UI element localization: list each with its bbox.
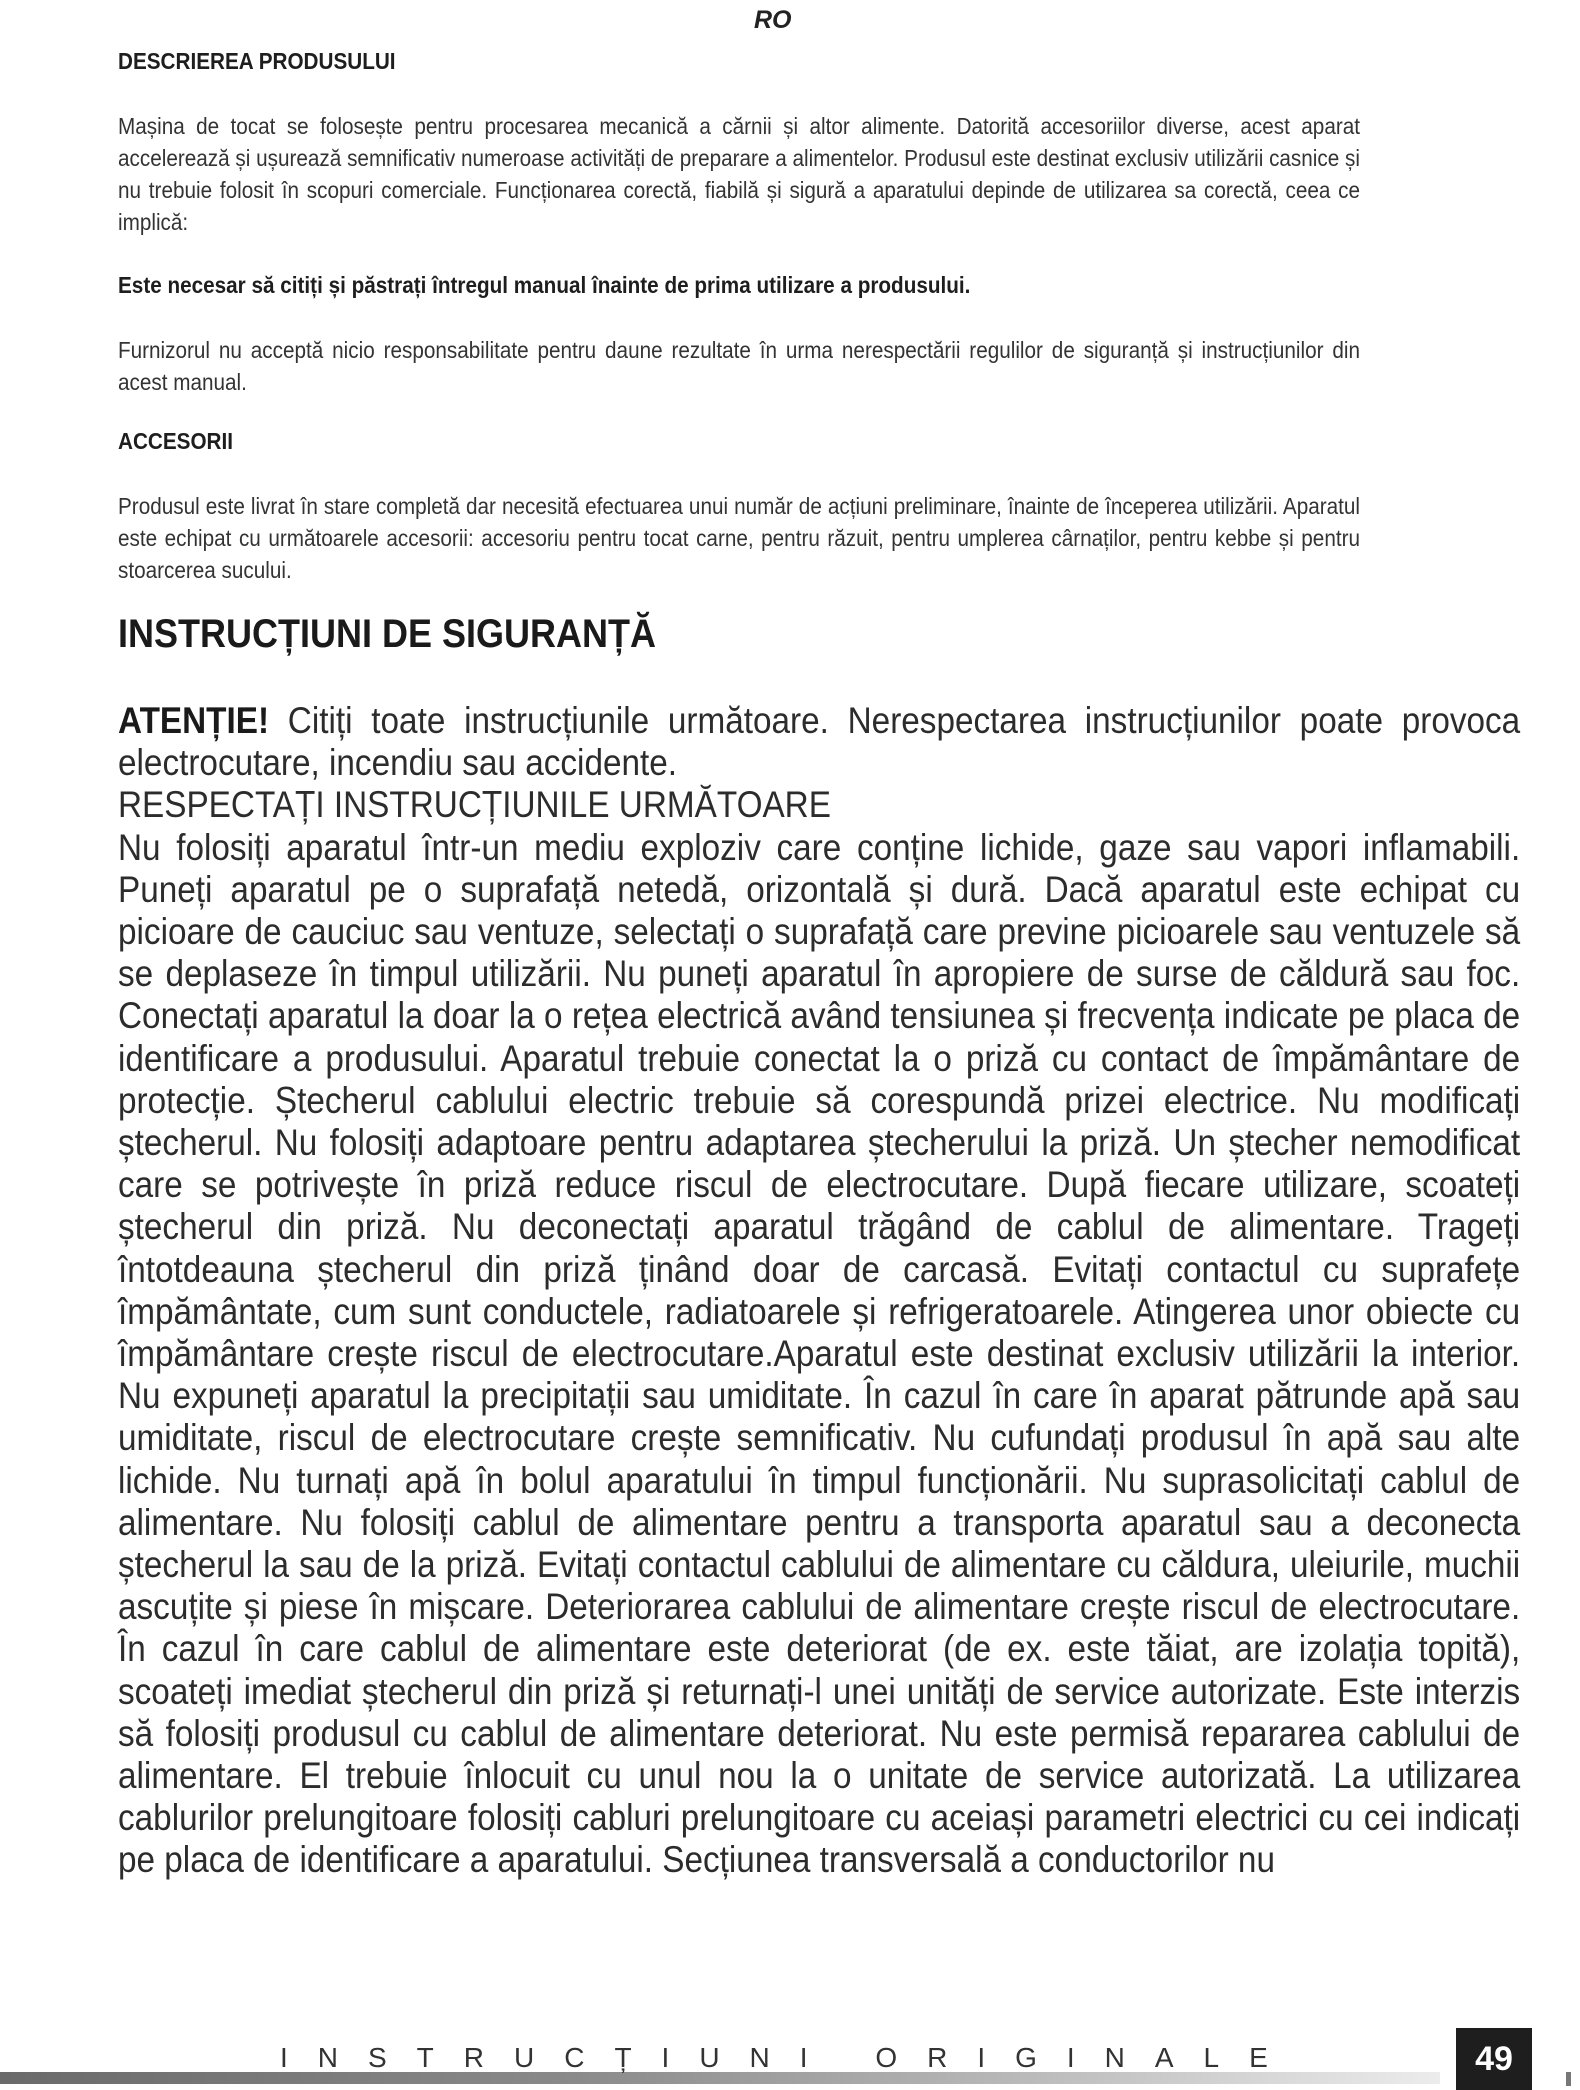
footer-original-instructions: INSTRUCȚIUNI ORIGINALE <box>280 2042 1298 2073</box>
footer-tick-mark <box>1566 2072 1571 2086</box>
page-number: 49 <box>1456 2028 1532 2090</box>
attention-block <box>118 700 1520 783</box>
read-manual-notice: Este necesar să citiți și păstrați întregul manual înainte de prima utilizare a produsului. <box>118 272 971 298</box>
section-title-accessories: ACCESORII <box>118 428 234 454</box>
safety-instructions-body <box>118 700 1520 1882</box>
section-title-product-description: DESCRIEREA PRODUSULUI <box>118 48 396 74</box>
language-code: RO <box>754 6 792 34</box>
safety-body-text: Nu folosiți aparatul într-un mediu exploziv care conține lichide, gaze sau vapori inflamabili. Puneți aparatul pe o suprafață netedă, orizontală și dură. Dacă aparatul este echipat cu picioare de cauciuc sau ventuze, selectați o suprafață care previne picioarele sau ventuzele să se deplaseze în timpul utilizării. Nu puneți aparatul în apropiere de surse de căldură sau foc. Conectați aparatul la doar la o rețea electrică având tensiunea și frecvența indicate pe placa de identificare a produsului. Aparatul trebuie conectat la o priză cu contact de împământare de protecție. Ștecherul cablului electric trebuie să corespundă prizei electrice. Nu modificați ștecherul. Nu folosiți adaptoare pentru adaptarea ștecherului la priză. Un ștecher nemodificat care se potrivește în priză reduce riscul de electrocutare. După fiecare utilizare, scoateți ștecherul din priză. Nu deconectați aparatul trăgând de cablul de alimentare. Trageți întotdeauna ștecherul din priză ținând doar de carcasă. Evitați contactul cu suprafețe împământate, cum sunt conductele, radiatoarele și refrigeratoarele. Atingerea unor obiecte cu împământare crește riscul de electrocutare.Aparatul este destinat exclusiv utilizării la interior. Nu expuneți aparatul la precipitații sau umiditate. În cazul în care în aparat pătrunde apă sau umiditate, riscul de electrocutare crește semnificativ. Nu cufundați produsul în apă sau alte lichide. Nu turnați apă în bolul aparatului în timpul funcționării. Nu suprasolicitați cablul de alimentare. Nu folosiți cablul de alimentare pentru a transporta aparatul sau a deconecta ștecherul la sau de la priză. Evitați contactul cablului de alimentare cu căldura, uleiurile, muchii ascuțite și piese în mișcare. Deteriorarea cablului de alimentare crește riscul de electrocutare. În cazul în care cablul de alimentare este deteriorat (de ex. este tăiat, are izolația topită), scoateți imediat ștecherul din priză și returnați-l unei unități de service autorizate. Este interzis să folosiți produsul cu cablul de alimentare deteriorat. Nu este permisă repararea cablului de alimentare. El trebuie înlocuit cu unul nou la o unitate de service autorizată. La utilizarea cablurilor prelungitoare folosiți cabluri prelungitoare cu aceiași parametri electrici cu cei indicați pe placa de identificare a aparatului. Secțiunea transversală a conductorilor nu <box>118 826 1521 1881</box>
respect-instructions-line: RESPECTAȚI INSTRUCȚIUNILE URMĂTOARE <box>118 784 831 826</box>
product-description-text: Mașina de tocat se folosește pentru procesarea mecanică a cărnii și altor alimente. Datorită accesoriilor diverse, acest aparat accelerează și ușurează semnificativ numeroase activități de preparare a alimentelor. Produsul este destinat exclusiv utilizării casnice și nu trebuie folosit în scopuri comerciale. Funcționarea corectă, fiabilă și sigură a aparatului depinde de utilizarea sa corectă, ceea ce implică: <box>118 113 1360 235</box>
safety-instructions-title: INSTRUCȚIUNI DE SIGURANȚĂ <box>118 612 657 656</box>
attention-text: Citiți toate instrucțiunile următoare. Nerespectarea instrucțiunilor poate provoca electrocutare, incendiu sau accidente. <box>118 700 1521 784</box>
supplier-disclaimer: Furnizorul nu acceptă nicio responsabilitate pentru daune rezultate în urma nerespectării regulilor de siguranță și instrucțiunilor din acest manual. <box>118 337 1360 395</box>
accessories-text: Produsul este livrat în stare completă dar necesită efectuarea unui număr de acțiuni preliminare, înainte de începerea utilizării. Aparatul este echipat cu următoarele accesorii: accesoriu pentru tocat carne, pentru răzuit, pentru umplerea cârnaților, pentru kebbe și pentru stoarcerea sucului. <box>118 493 1360 583</box>
attention-label: ATENȚIE! <box>118 700 270 741</box>
